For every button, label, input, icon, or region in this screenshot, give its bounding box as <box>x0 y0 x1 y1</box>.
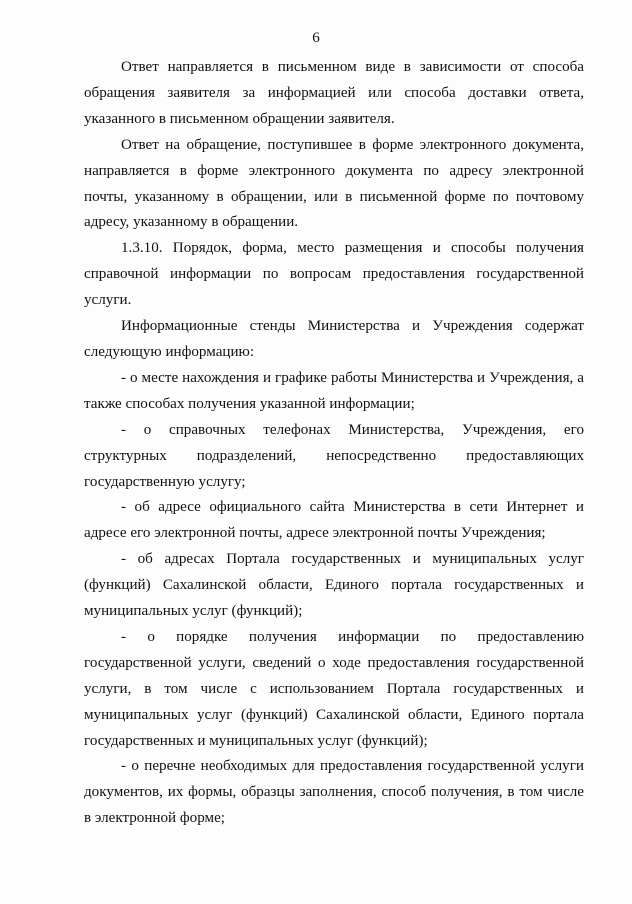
paragraph-reply-written-form: Ответ направляется в письменном виде в зависимости от способа обращения заявителя за информацией или способа доставки ответа, указанного в письменном обращении заявителя. <box>84 59 584 127</box>
list-item-documents-list: - о перечне необходимых для предоставления государственной услуги документов, их формы, образцы заполнения, способ получения, в том числе в электронной форме; <box>84 758 584 827</box>
list-item-portals: - об адресах Портала государственных и муниципальных услуг (функций) Сахалинской области, Единого портала государственных и муниципальных услуг (функций); <box>84 551 584 620</box>
list-item-location-schedule: - о месте нахождения и графике работы Министерства и Учреждения, а также способах получения указанной информации; <box>84 369 584 412</box>
list-item-phones: - о справочных телефонах Министерства, Учреждения, его структурных подразделений, непосредственно предоставляющих государственную услугу; <box>84 421 584 490</box>
list-item-procedure-info: - о порядке получения информации по предоставлению государственной услуги, сведений о ходе предоставления государственной услуги, в том числе с использованием Портала государственных и муниципальных услуг (функций) Сахалинской области, Единого портала государственных и муниципальных услуг (функций); <box>84 628 584 749</box>
document-body <box>84 55 584 832</box>
paragraph-section-1-3-10: 1.3.10. Порядок, форма, место размещения и способы получения справочной информации по вопросам предоставления государственной услуги. <box>84 240 584 309</box>
page-number: 6 <box>312 30 320 46</box>
paragraph-reply-electronic-document: Ответ на обращение, поступившее в форме электронного документа, направляется в форме электронного документа по адресу электронной почты, указанному в обращении, или в письменной форме по почтовому адресу, указанному в обращении. <box>84 136 584 231</box>
paragraph-info-stands: Информационные стенды Министерства и Учреждения содержат следующую информацию: <box>84 318 584 360</box>
list-item-website-email: - об адресе официального сайта Министерства в сети Интернет и адресе его электронной почты, адресе электронной почты Учреждения; <box>84 499 584 542</box>
